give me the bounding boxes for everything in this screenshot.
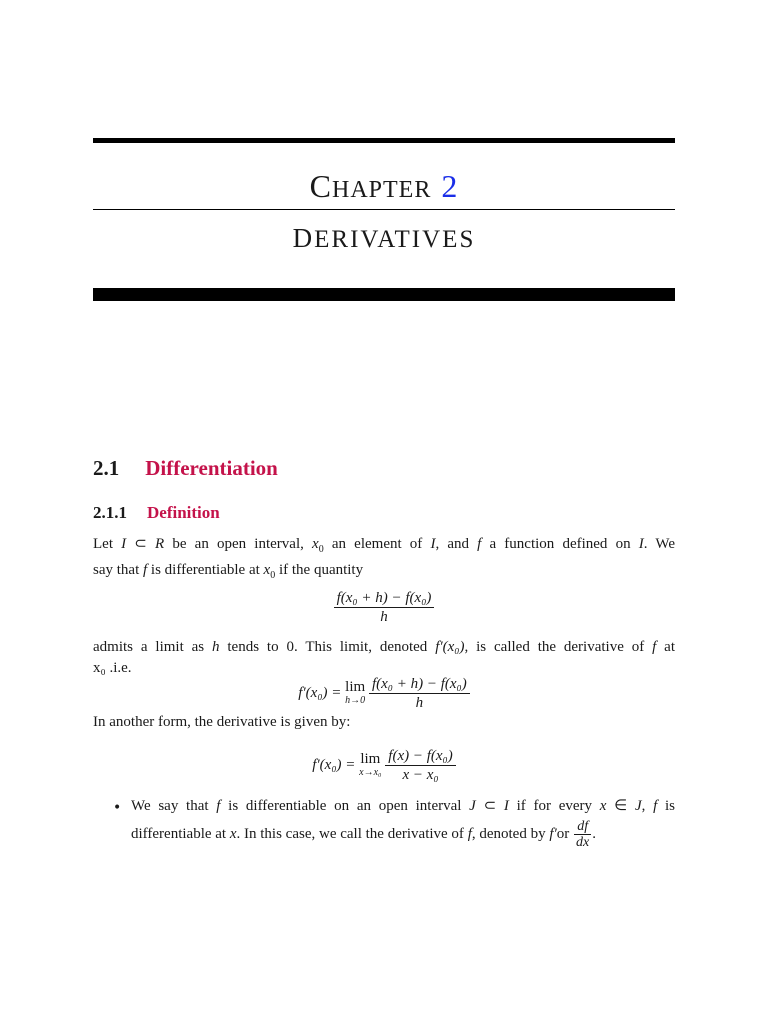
math-in: ∈	[606, 798, 635, 814]
math-subset: ⊂	[475, 798, 504, 814]
math-sub-0: 0	[318, 544, 324, 555]
bullet-item-differentiable-interval	[131, 796, 675, 850]
another-form-paragraph	[93, 712, 675, 733]
math-I: I	[638, 536, 644, 552]
math-f: f	[143, 562, 148, 578]
text: be an open interval,	[164, 536, 313, 552]
text: ,	[641, 798, 654, 814]
chapter-heading	[0, 168, 768, 205]
text: a function defined on	[481, 536, 639, 552]
difference-quotient-equation	[0, 589, 768, 626]
text: is	[657, 798, 675, 814]
fraction	[369, 675, 470, 712]
chapter-bottom-rule	[93, 288, 675, 301]
text: . In this case, we call the derivative of	[236, 825, 468, 842]
fraction-denominator: dx	[576, 835, 590, 850]
lim-subscript: x→x₀	[359, 766, 382, 778]
fraction-numerator: f(x₀ + h) − f(x₀)	[369, 675, 470, 694]
text: We say that	[131, 798, 217, 814]
math-fprime: f′	[549, 825, 557, 842]
math-I: I	[503, 798, 509, 814]
lim-subscript: h→0	[345, 694, 366, 706]
df-dx-fraction	[573, 819, 592, 850]
math-x: x	[599, 798, 607, 814]
bullet-dot: •	[113, 800, 122, 816]
text: .	[592, 825, 597, 842]
text: , and	[435, 536, 478, 552]
math-x: x	[312, 536, 319, 552]
chapter-title-rest: ERIVATIVES	[314, 226, 476, 253]
limit-paragraph	[93, 637, 675, 679]
text: or	[556, 825, 574, 842]
text: In another form, the derivative is given by:	[93, 714, 351, 730]
text: at	[656, 639, 675, 655]
math-x: x	[263, 562, 271, 578]
limit-operator	[359, 752, 381, 780]
subsection-number: 2.1.1	[93, 503, 127, 522]
math-f: f	[216, 798, 221, 814]
chapter-top-rule	[93, 138, 675, 143]
fraction-numerator: f(x) − f(x₀)	[385, 747, 455, 766]
math-f: f	[653, 798, 658, 814]
math-f: f	[652, 639, 657, 655]
subsection-heading	[93, 503, 220, 523]
text: is differentiable on an open interval	[220, 798, 470, 814]
fraction-denominator: h	[380, 609, 388, 625]
definition-paragraph	[93, 534, 675, 586]
text: , is called the derivative of	[464, 639, 653, 655]
text: differentiable at	[131, 825, 230, 842]
math-J: J	[634, 798, 642, 814]
chapter-word-rest: HAPTER	[332, 177, 432, 203]
text: Let	[93, 536, 122, 552]
fraction-denominator: x − x₀	[402, 767, 439, 783]
math-sub-0: 0	[270, 570, 276, 581]
math-I: I	[121, 536, 127, 552]
text: an element of	[323, 536, 431, 552]
text: is differentiable at	[147, 562, 264, 578]
equation-lhs: f′(x₀) =	[312, 756, 360, 773]
definition-line-2	[93, 560, 675, 586]
derivative-limit-equation	[0, 675, 768, 712]
lim-text: lim	[345, 678, 366, 695]
limit-line-1	[93, 637, 675, 658]
math-f: f	[467, 825, 472, 842]
lim-text: lim	[360, 750, 381, 767]
text: if the quantity	[275, 562, 364, 578]
bullet-line-2	[131, 819, 675, 850]
math-f: f	[477, 536, 482, 552]
math-J: J	[469, 798, 476, 814]
math-fprime: f′(x₀)	[435, 639, 465, 655]
chapter-title-first: D	[292, 223, 315, 253]
section-title[interactable]: Differentiation	[145, 456, 278, 480]
text: x₀ .i.e.	[93, 660, 132, 676]
text: . We	[643, 536, 675, 552]
equation-lhs: f′(x₀) =	[298, 684, 346, 701]
chapter-word-first: C	[309, 168, 332, 204]
definition-line-1	[93, 534, 675, 560]
limit-operator	[345, 680, 365, 708]
math-subset: ⊂	[126, 536, 156, 552]
fraction-numerator: f(x₀ + h) − f(x₀)	[334, 589, 435, 608]
section-number: 2.1	[93, 456, 120, 480]
fraction	[334, 589, 435, 626]
text: , denoted by	[471, 825, 550, 842]
derivative-alt-equation	[0, 747, 768, 784]
fraction-denominator: h	[415, 695, 424, 711]
chapter-number-link[interactable]: 2	[441, 168, 459, 204]
subsection-title[interactable]: Definition	[147, 503, 220, 522]
text: if for every	[508, 798, 600, 814]
bullet-line-1	[131, 796, 675, 817]
fraction-numerator: df	[574, 819, 591, 835]
math-h: h	[212, 639, 220, 655]
fraction	[385, 747, 455, 784]
chapter-mid-rule	[93, 209, 675, 210]
math-R: R	[155, 536, 165, 552]
section-heading	[93, 456, 278, 481]
text: tends to 0. This limit, denoted	[219, 639, 436, 655]
math-x: x	[229, 825, 237, 842]
math-I: I	[430, 536, 436, 552]
text: admits a limit as	[93, 639, 212, 655]
text: say that	[93, 562, 143, 578]
chapter-title	[0, 223, 768, 254]
